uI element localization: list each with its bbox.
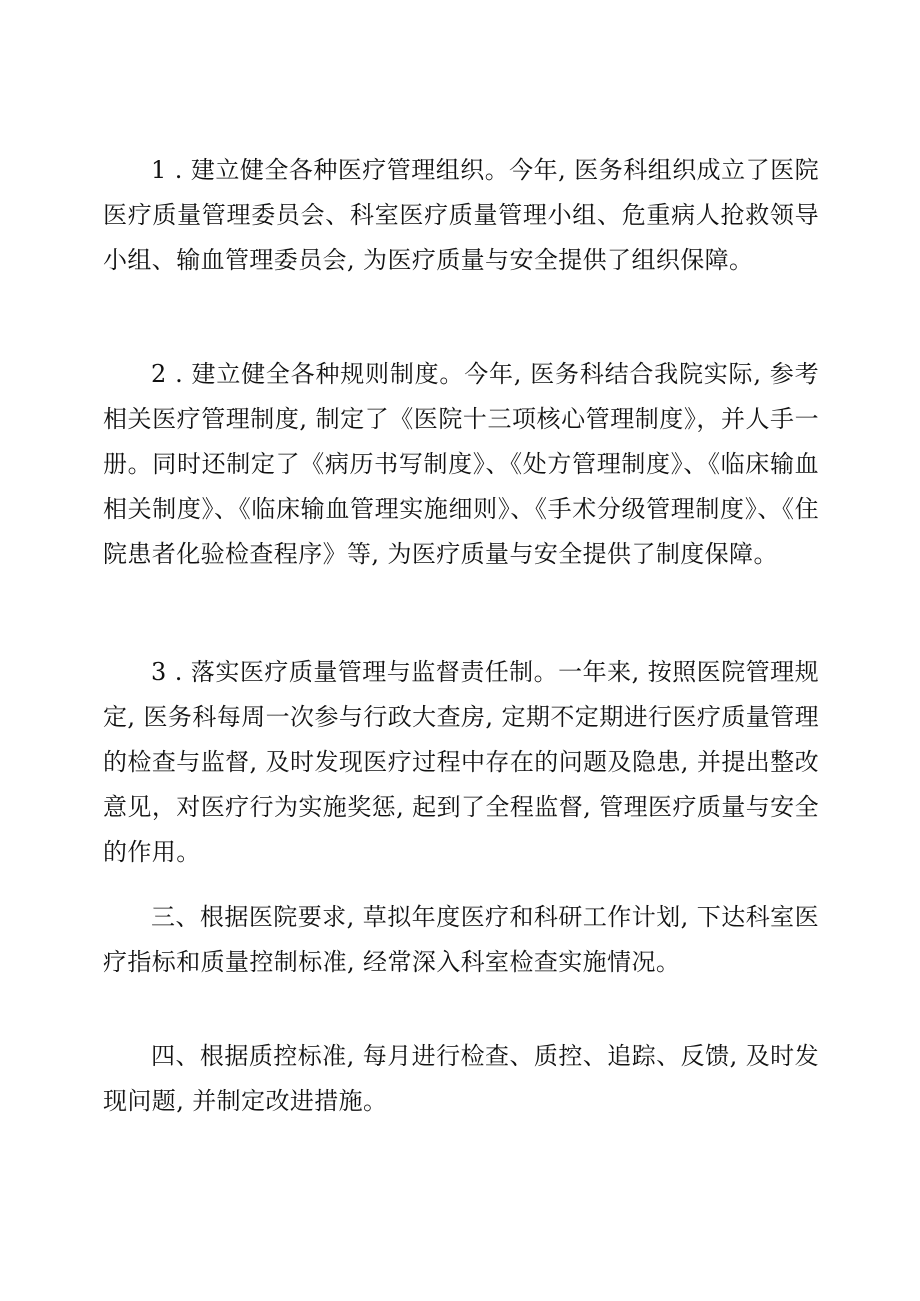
paragraph-rules: 2 . 建立健全各种规则制度。今年, 医务科结合我院实际, 参考相关医疗管理制度, 制定了《医院十三项核心管理制度》，并人手一册。同时还制定了《病历书写制度》、《处方管理制度》、《临床输血相关制度》、《临床输血管理实施细则》、《手术分级管理制度》、《住院患者化验检查程序》等, 为医疗质量与安全提供了制度保障。 <box>103 360 819 568</box>
paragraph-quality-control: 四、根据质控标准, 每月进行检查、质控、追踪、反馈, 及时发现问题, 并制定改进措施。 <box>103 1042 819 1115</box>
paragraph-annual-plan: 三、根据医院要求, 草拟年度医疗和科研工作计划, 下达科室医疗指标和质量控制标准, 经常深入科室检查实施情况。 <box>103 903 819 976</box>
paragraph-supervision: 3 . 落实医疗质量管理与监督责任制。一年来, 按照医院管理规定, 医务科每周一次参与行政大查房, 定期不定期进行医疗质量管理的检查与监督, 及时发现医疗过程中存在的问题及隐患, 并提出整改意见，对医疗行为实施奖惩, 起到了全程监督, 管理医疗质量与安全的作用。 <box>103 658 819 866</box>
paragraph-organization: 1 . 建立健全各种医疗管理组织。今年, 医务科组织成立了医院医疗质量管理委员会、科室医疗质量管理小组、危重病人抢救领导小组、输血管理委员会, 为医疗质量与安全提供了组织保障。 <box>103 156 819 274</box>
